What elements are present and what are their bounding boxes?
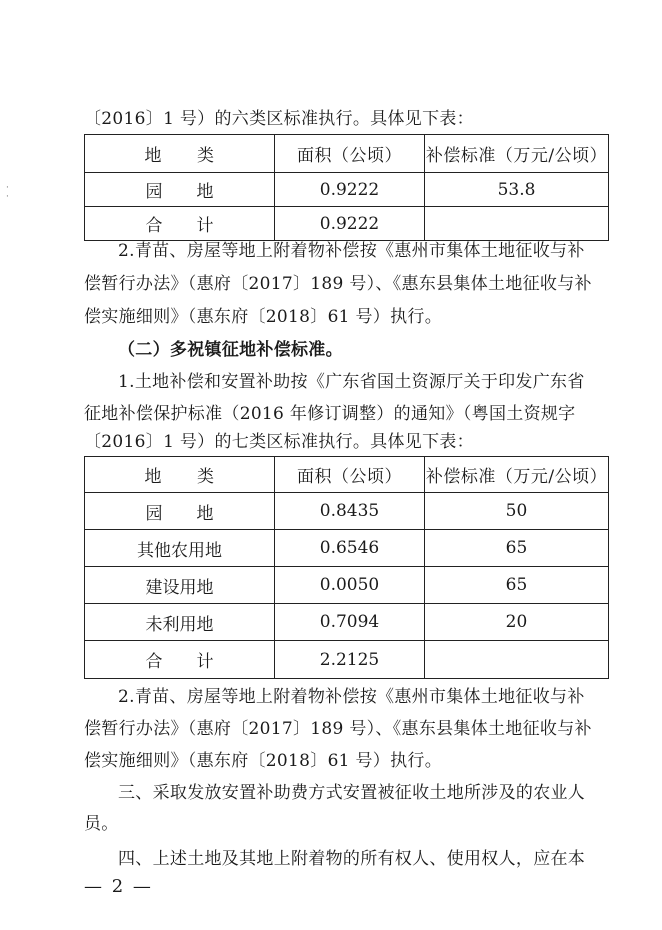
para4-line-3: 偿实施细则》（惠东府〔2018〕61 号）执行。	[84, 751, 442, 771]
compensation-table-2	[84, 456, 609, 679]
table-row	[85, 530, 609, 567]
header-standard: 补偿标准（万元/公顷）	[425, 457, 609, 493]
cell-area: 0.8435	[275, 493, 425, 530]
header-area: 面积（公顷）	[275, 135, 425, 173]
cell-area: 0.0050	[275, 567, 425, 604]
header-standard: 补偿标准（万元/公顷）	[425, 135, 609, 173]
para4-line-2: 偿暂行办法》（惠府〔2017〕189 号）、《惠东县集体土地征收与补	[84, 719, 592, 739]
table-total-row	[85, 207, 609, 241]
cell-standard: 50	[425, 493, 609, 530]
cell-land-type: 未利用地	[85, 604, 275, 641]
cell-area: 0.7094	[275, 604, 425, 641]
cell-standard: 65	[425, 567, 609, 604]
para2-line-2: 偿暂行办法》（惠府〔2017〕189 号）、《惠东县集体土地征收与补	[84, 274, 592, 294]
para2-line-3: 偿实施细则》（惠东府〔2018〕61 号）执行。	[84, 307, 442, 327]
header-land-type: 地 类	[85, 135, 275, 173]
table-row	[85, 567, 609, 604]
table-total-row	[85, 641, 609, 679]
cell-land-type: 园 地	[85, 493, 275, 530]
compensation-table-1	[84, 134, 609, 241]
table-header-row	[85, 135, 609, 173]
cell-area: 0.6546	[275, 530, 425, 567]
cell-standard: 20	[425, 604, 609, 641]
table-row	[85, 493, 609, 530]
header-area: 面积（公顷）	[275, 457, 425, 493]
cell-area: 0.9222	[275, 173, 425, 207]
para6-line-1: 四、上述土地及其地上附着物的所有权人、使用权人，应在本	[118, 849, 586, 869]
para5-line-2: 员。	[84, 814, 119, 834]
page-number: — 2 —	[84, 876, 153, 897]
cell-land-type: 其他农用地	[85, 530, 275, 567]
table-row	[85, 173, 609, 207]
para3-line-2: 征地补偿保护标准（2016 年修订调整）的通知》（粤国土资规字	[84, 404, 576, 424]
cell-standard	[425, 207, 609, 241]
margin-marks: · ·	[6, 183, 9, 202]
para5-line-1: 三、采取发放安置补助费方式安置被征收土地所涉及的农业人	[118, 783, 586, 803]
para3-line-3: 〔2016〕1 号）的七类区标准执行。具体见下表：	[84, 432, 474, 452]
cell-standard: 53.8	[425, 173, 609, 207]
cell-area: 2.2125	[275, 641, 425, 679]
para3-line-1: 1.土地补偿和安置补助按《广东省国土资源厅关于印发广东省	[118, 372, 585, 392]
cell-land-type: 园 地	[85, 173, 275, 207]
cell-standard: 65	[425, 530, 609, 567]
para4-line-1: 2.青苗、房屋等地上附着物补偿按《惠州市集体土地征收与补	[118, 687, 585, 707]
table-row	[85, 604, 609, 641]
table-header-row	[85, 457, 609, 493]
header-land-type: 地 类	[85, 457, 275, 493]
para2-line-1: 2.青苗、房屋等地上附着物补偿按《惠州市集体土地征收与补	[118, 241, 585, 261]
cell-land-type: 合 计	[85, 641, 275, 679]
cell-land-type: 合 计	[85, 207, 275, 241]
cell-land-type: 建设用地	[85, 567, 275, 604]
cell-standard	[425, 641, 609, 679]
cell-area: 0.9222	[275, 207, 425, 241]
section-heading: （二）多祝镇征地补偿标准。	[118, 340, 343, 360]
intro-tail-line: 〔2016〕1 号）的六类区标准执行。具体见下表：	[84, 109, 474, 129]
